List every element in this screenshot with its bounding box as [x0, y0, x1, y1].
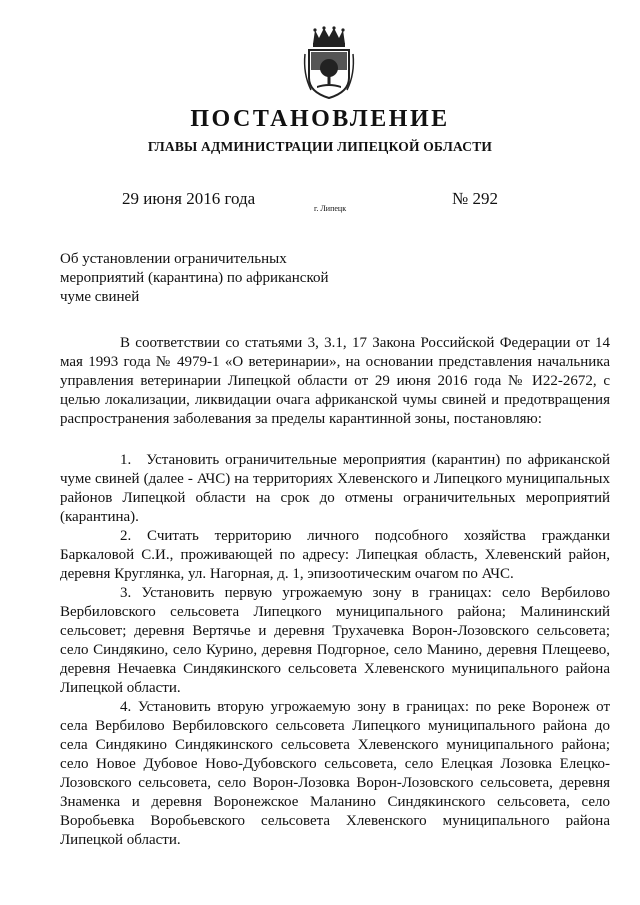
item-paragraph-1: 1. Установить ограничительные мероприятия (карантин) по африканской чуме свиней (далее - АЧС) на территориях Хлевенского и Липецкого муниципальных районов Липецкой области на срок до отмены ограничительных мероприятий (карантина). — [60, 452, 610, 525]
document-date: 29 июня 2016 года — [122, 189, 256, 208]
preamble-paragraph: В соответствии со статьями 3, 3.1, 17 Закона Российской Федерации от 14 мая 1993 года № 4979-1 «О ветеринарии», на основании представления начальника управления ветеринарии Липецкой области от 29 июня 2016 года № И22-2672, с целью локализации, ликвидации очага африканской чумы свиней и предотвращения распространения заболевания за пределы карантинной зоны, постановляю: — [60, 335, 610, 427]
document-number: № 292 — [452, 189, 498, 208]
document-body — [60, 334, 610, 850]
document-title: ПОСТАНОВЛЕНИЕ — [190, 106, 450, 132]
document-subject: Об установлении ограничительных мероприятий (карантина) по африканской чуме свиней — [60, 251, 329, 305]
item-paragraph-2: 2. Считать территорию личного подсобного хозяйства гражданки Баркаловой С.И., проживающей по адресу: Липецкая область, Хлевенский район, деревня Круглянка, ул. Нагорная, д. 1, эпизоотическим очагом по АЧС. — [60, 528, 610, 582]
item-paragraph-3: 3. Установить первую угрожаемую зону в границах: село Вербилово Вербиловского сельсовета Липецкого муниципального района; Малининский сельсовет; деревня Вертячье и деревня Трухачевка Ворон-Лозовского сельсовета; село Синдякино, село Курино, деревня Подгорное, село Манино, деревня Плещеево, деревня Нечаевка Синдякинского сельсовета Хлевенского муниципального района Липецкой области. — [60, 585, 610, 696]
document-city: г. Липецк — [314, 204, 347, 213]
document-subtitle: ГЛАВЫ АДМИНИСТРАЦИИ ЛИПЕЦКОЙ ОБЛАСТИ — [147, 139, 493, 154]
coat-of-arms-icon — [301, 24, 357, 102]
item-paragraph-4: 4. Установить вторую угрожаемую зону в границах: по реке Воронеж от села Вербилово Вербиловского сельсовета Липецкого муниципального района до села Синдякино Синдякинского сельсовета Хлевенского муниципального района; село Новое Дубовое Ново-Дубовского сельсовета, село Елецкая Лозовка Елецко-Лозовского сельсовета, село Ворон-Лозовка Ворон-Лозовского сельсовета, деревня Знаменка и деревня Воронежское Маланино Синдякинского сельсовета, село Воробьевка Воробьевского сельсовета Хлевенского муниципального района Липецкой области. — [60, 699, 610, 848]
